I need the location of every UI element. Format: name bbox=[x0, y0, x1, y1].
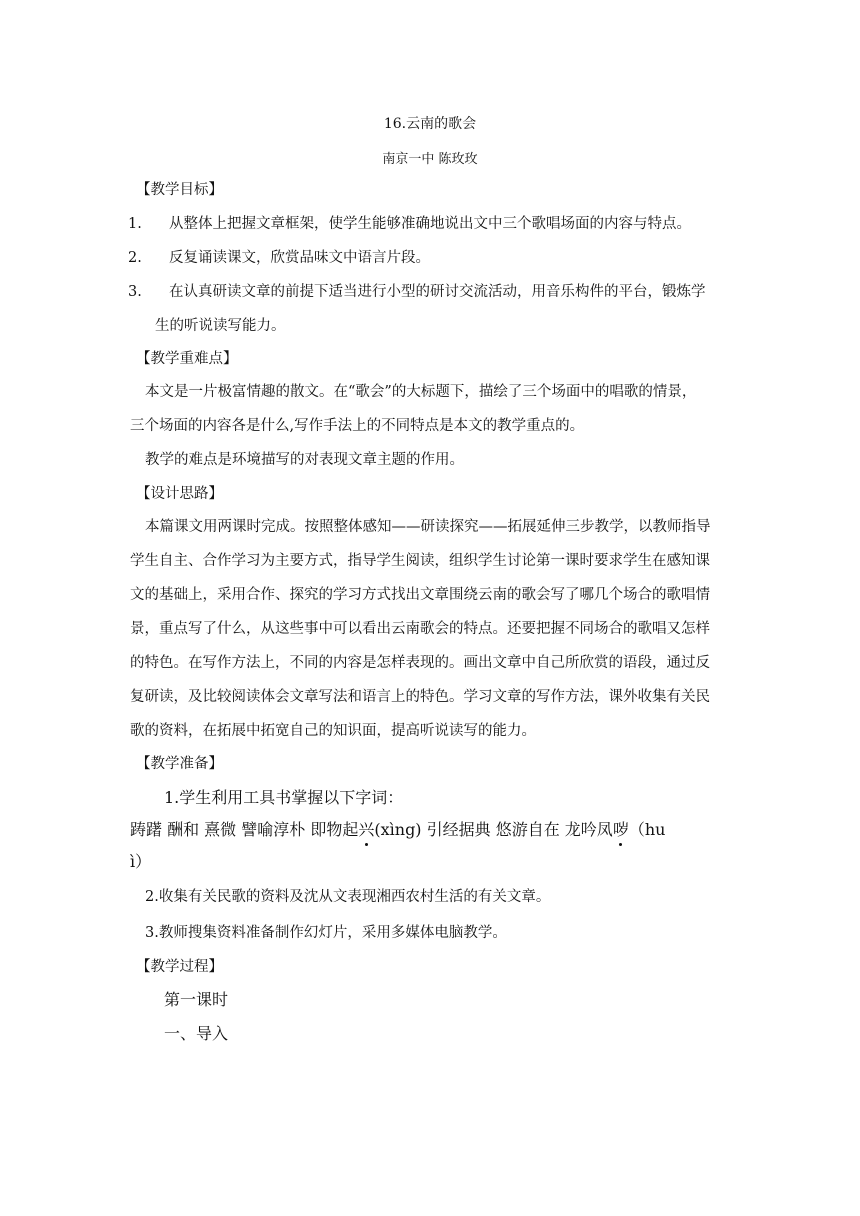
design-line-6: 复研读，及比较阅读体会文章写法和语言上的特色。学习文章的写作方法，课外收集有关民 bbox=[130, 689, 710, 705]
goal-text: 从整体上把握文章框架，使学生能够准确地说出文中三个歌唱场面的内容与特点。 bbox=[169, 216, 691, 232]
goal-number: 2. bbox=[128, 250, 142, 266]
vocab-part-c: （hu bbox=[628, 820, 666, 839]
design-line-1: 本篇课文用两课时完成。按照整体感知——研读探究——拓展延伸三步教学，以教师指导 bbox=[145, 519, 711, 535]
vocab-line bbox=[130, 820, 665, 840]
process-heading: 【教学过程】 bbox=[136, 959, 223, 975]
vocab-continuation: ì） bbox=[130, 852, 152, 871]
goal-text: 在认真研读文章的前提下适当进行小型的研讨交流活动，用音乐构件的平台，锻炼学 bbox=[169, 284, 706, 300]
prep-item-1: 1.学生利用工具书掌握以下字词： bbox=[164, 788, 404, 807]
goals-heading: 【教学目标】 bbox=[136, 182, 223, 198]
lesson-1-heading: 第一课时 bbox=[164, 990, 229, 1009]
design-line-2: 学生自主、合作学习为主要方式，指导学生阅读，组织学生讨论第一课时要求学生在感知课 bbox=[130, 553, 710, 569]
keypoints-line-1: 本文是一片极富情趣的散文。在“歌会”的大标题下，描绘了三个场面中的唱歌的情景， bbox=[145, 384, 697, 400]
author-line: 南京一中 陈玫玫 bbox=[382, 152, 478, 167]
prep-item-3: 3.教师搜集资料准备制作幻灯片，采用多媒体电脑教学。 bbox=[145, 925, 507, 941]
vocab-part-b: (xìng) 引经据典 悠游自在 龙吟凤 bbox=[374, 820, 613, 839]
vocab-dotted-char: 兴 bbox=[358, 820, 375, 839]
goal-number: 1. bbox=[128, 216, 142, 232]
goal-text: 反复诵读课文，欣赏品味文中语言片段。 bbox=[169, 250, 430, 266]
goal-3-continuation: 生的听说读写能力。 bbox=[155, 318, 286, 334]
document-title: 16.云南的歌会 bbox=[383, 116, 477, 132]
keypoints-heading: 【教学重难点】 bbox=[136, 351, 238, 367]
difficulty-line: 教学的难点是环境描写的对表现文章主题的作用。 bbox=[145, 452, 464, 468]
keypoints-line-2: 三个场面的内容各是什么,写作手法上的不同特点是本文的教学重点的。 bbox=[130, 418, 585, 434]
intro-heading: 一、导入 bbox=[164, 1024, 229, 1043]
vocab-dotted-char: 哕 bbox=[612, 820, 629, 839]
goal-number: 3. bbox=[128, 284, 142, 300]
design-line-3: 文的基础上，采用合作、探究的学习方式找出文章围绕云南的歌会写了哪几个场合的歌唱情 bbox=[130, 587, 710, 603]
design-line-4: 景，重点写了什么，从这些事中可以看出云南歌会的特点。还要把握不同场合的歌唱又怎样 bbox=[130, 621, 710, 637]
design-line-5: 的特色。在写作方法上，不同的内容是怎样表现的。画出文章中自己所欣赏的语段，通过反 bbox=[130, 655, 710, 671]
prep-item-2: 2.收集有关民歌的资料及沈从文表现湘西农村生活的有关文章。 bbox=[145, 889, 551, 905]
prep-heading: 【教学准备】 bbox=[136, 756, 223, 772]
vocab-part-a: 踌躇 酬和 熹微 譬喻淳朴 即物起 bbox=[130, 820, 359, 839]
design-line-7: 歌的资料，在拓展中拓宽自己的知识面，提高听说读写的能力。 bbox=[130, 723, 536, 739]
design-heading: 【设计思路】 bbox=[136, 486, 223, 502]
